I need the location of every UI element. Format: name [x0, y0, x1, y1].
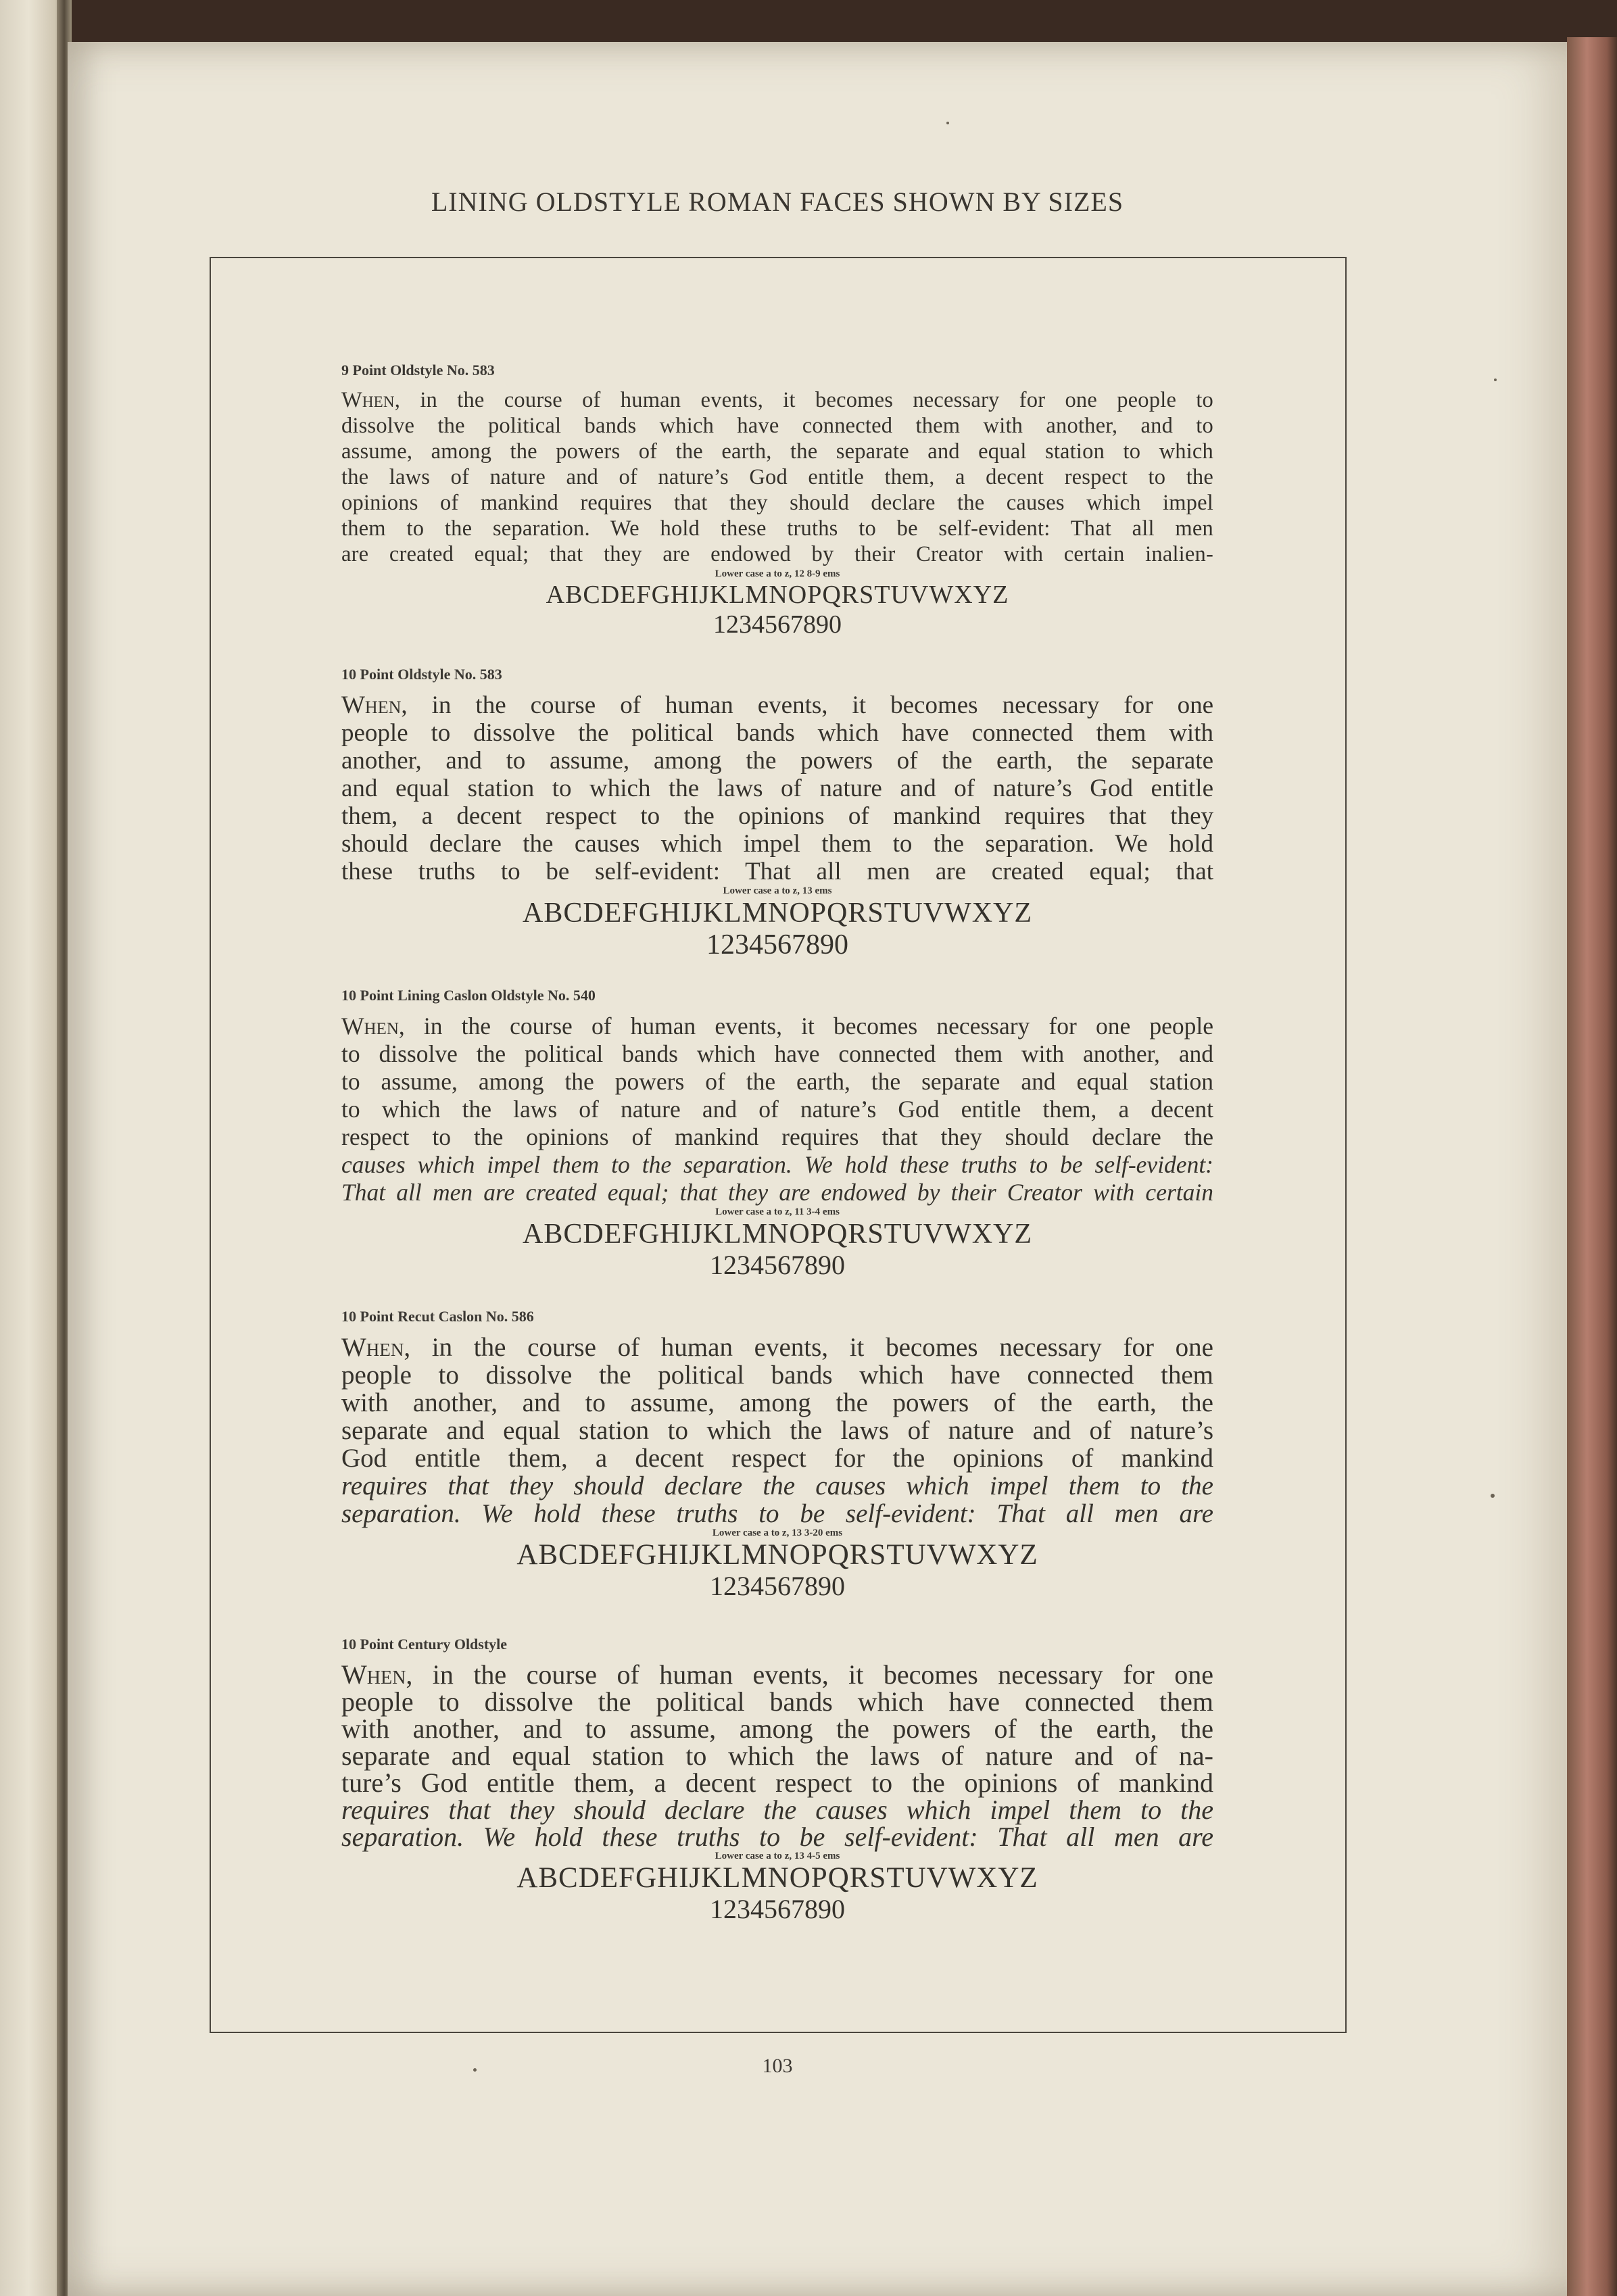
text-line: are created equal; that they are endowed by their Creator with certain inalien- [341, 542, 1213, 566]
small-caps-when: When [341, 1333, 404, 1362]
specimen-title: 10 Point Century Oldstyle [341, 1636, 508, 1653]
text-line: to which the laws of nature and of nature’s God entitle them, a decent [341, 1096, 1213, 1123]
figures-line: 1234567890 [710, 1894, 845, 1924]
text-line: these truths to be self-evident: That all men are created equal; that [341, 858, 1213, 885]
italic-text-line: That all men are created equal; that they are endowed by their Creator with certain [341, 1179, 1213, 1206]
figures-line: 1234567890 [713, 610, 842, 639]
text-line: another, and to assume, among the powers of the earth, the separate [341, 747, 1213, 775]
small-caps-when: When [341, 1659, 406, 1690]
lowercase-note: Lower case a to z, 11 3-4 ems [715, 1206, 840, 1217]
capitals-line: ABCDEFGHIJKLMNOPQRSTUVWXYZ [516, 1539, 1038, 1571]
text-line: people to dissolve the political bands which have connected them [341, 1361, 1213, 1390]
lowercase-note: Lower case a to z, 13 4-5 ems [715, 1851, 840, 1861]
italic-text-line: causes which impel them to the separation. We hold these truths to be self-evident: [341, 1151, 1213, 1178]
italic-text-line: requires that they should declare the causes which impel them to the [341, 1471, 1213, 1500]
italic-text-line: separation. We hold these truths to be self-evident: That all men are [341, 1822, 1213, 1852]
text-line: When, in the course of human events, it becomes necessary for one [341, 691, 1213, 719]
figures-line: 1234567890 [710, 1571, 845, 1601]
text-line: God entitle them, a decent respect for the opinions of mankind [341, 1444, 1213, 1473]
paper-speck [1494, 378, 1497, 381]
text-line: to dissolve the political bands which have connected them with another, and [341, 1040, 1213, 1067]
specimen-block [341, 362, 1213, 639]
text-line: When, in the course of human events, it becomes necessary for one [341, 1659, 1213, 1690]
lowercase-note: Lower case a to z, 12 8-9 ems [715, 568, 840, 579]
paper-speck [1491, 1494, 1495, 1498]
small-caps-when: When [341, 691, 402, 719]
small-caps-when: When [341, 388, 395, 412]
text-line: people to dissolve the political bands which have connected them with [341, 719, 1213, 747]
text-line: with another, and to assume, among the powers of the earth, the [341, 1388, 1213, 1417]
figures-line: 1234567890 [706, 929, 848, 960]
capitals-line: ABCDEFGHIJKLMNOPQRSTUVWXYZ [522, 898, 1033, 929]
text-line: When, in the course of human events, it becomes necessary for one people [341, 1012, 1213, 1040]
text-line: ture’s God entitle them, a decent respect to the opinions of mankind [341, 1767, 1213, 1798]
text-line: to assume, among the powers of the earth, the separate and equal station [341, 1068, 1213, 1095]
specimen-title: 10 Point Oldstyle No. 583 [341, 666, 502, 683]
text-line: When, in the course of human events, it becomes necessary for one people to [341, 388, 1213, 412]
specimen-paragraph [341, 1012, 1213, 1206]
facing-page-edge [0, 0, 64, 2296]
specimen-block [341, 987, 1213, 1280]
specimen-paragraph [341, 1661, 1213, 1851]
capitals-line: ABCDEFGHIJKLMNOPQRSTUVWXYZ [522, 1219, 1033, 1250]
paper-speck [946, 122, 949, 124]
capitals-line: ABCDEFGHIJKLMNOPQRSTUVWXYZ [546, 581, 1009, 609]
specimen-paragraph [341, 387, 1213, 567]
specimen-title: 9 Point Oldstyle No. 583 [341, 362, 495, 378]
italic-text-line: separation. We hold these truths to be self-evident: That all men are [341, 1499, 1213, 1528]
capitals-line: ABCDEFGHIJKLMNOPQRSTUVWXYZ [516, 1862, 1038, 1894]
specimen-paragraph [341, 691, 1213, 885]
specimen-paragraph [341, 1334, 1213, 1528]
specimen-title: 10 Point Lining Caslon Oldstyle No. 540 [341, 987, 596, 1004]
text-line: assume, among the powers of the earth, the separate and equal station to which [341, 439, 1213, 464]
text-line: them to the separation. We hold these truths to be self-evident: That all men [341, 516, 1213, 541]
lowercase-note: Lower case a to z, 13 ems [723, 885, 832, 896]
small-caps-when: When [341, 1012, 399, 1040]
specimen-block [341, 1636, 1213, 1924]
text-line: separate and equal station to which the laws of nature and of na- [341, 1740, 1213, 1771]
text-line: people to dissolve the political bands which have connected them [341, 1686, 1213, 1717]
text-line: When, in the course of human events, it becomes necessary for one [341, 1333, 1213, 1362]
book-cover-edge [1567, 37, 1617, 2296]
lowercase-note: Lower case a to z, 13 3-20 ems [712, 1528, 843, 1538]
text-line: separate and equal station to which the laws of nature and of nature’s [341, 1416, 1213, 1445]
text-line: and equal station to which the laws of nature and of nature’s God entitle [341, 775, 1213, 802]
italic-text-line: requires that they should declare the causes which impel them to the [341, 1794, 1213, 1825]
text-line: with another, and to assume, among the powers of the earth, the [341, 1713, 1213, 1744]
figures-line: 1234567890 [710, 1250, 845, 1280]
text-line: should declare the causes which impel them to the separation. We hold [341, 830, 1213, 858]
specimen-title: 10 Point Recut Caslon No. 586 [341, 1308, 534, 1325]
page-number: 103 [762, 2055, 793, 2077]
text-line: the laws of nature and of nature’s God entitle them, a decent respect to the [341, 465, 1213, 489]
text-line: them, a decent respect to the opinions of mankind requires that they [341, 802, 1213, 830]
text-line: dissolve the political bands which have connected them with another, and to [341, 414, 1213, 438]
paper-speck [473, 2068, 477, 2072]
page-header: LINING OLDSTYLE ROMAN FACES SHOWN BY SIZES [431, 187, 1124, 217]
text-line: opinions of mankind requires that they should declare the causes which impel [341, 491, 1213, 515]
specimen-block [341, 1308, 1213, 1601]
text-line: respect to the opinions of mankind requires that they should declare the [341, 1123, 1213, 1150]
specimen-block [341, 666, 1213, 960]
